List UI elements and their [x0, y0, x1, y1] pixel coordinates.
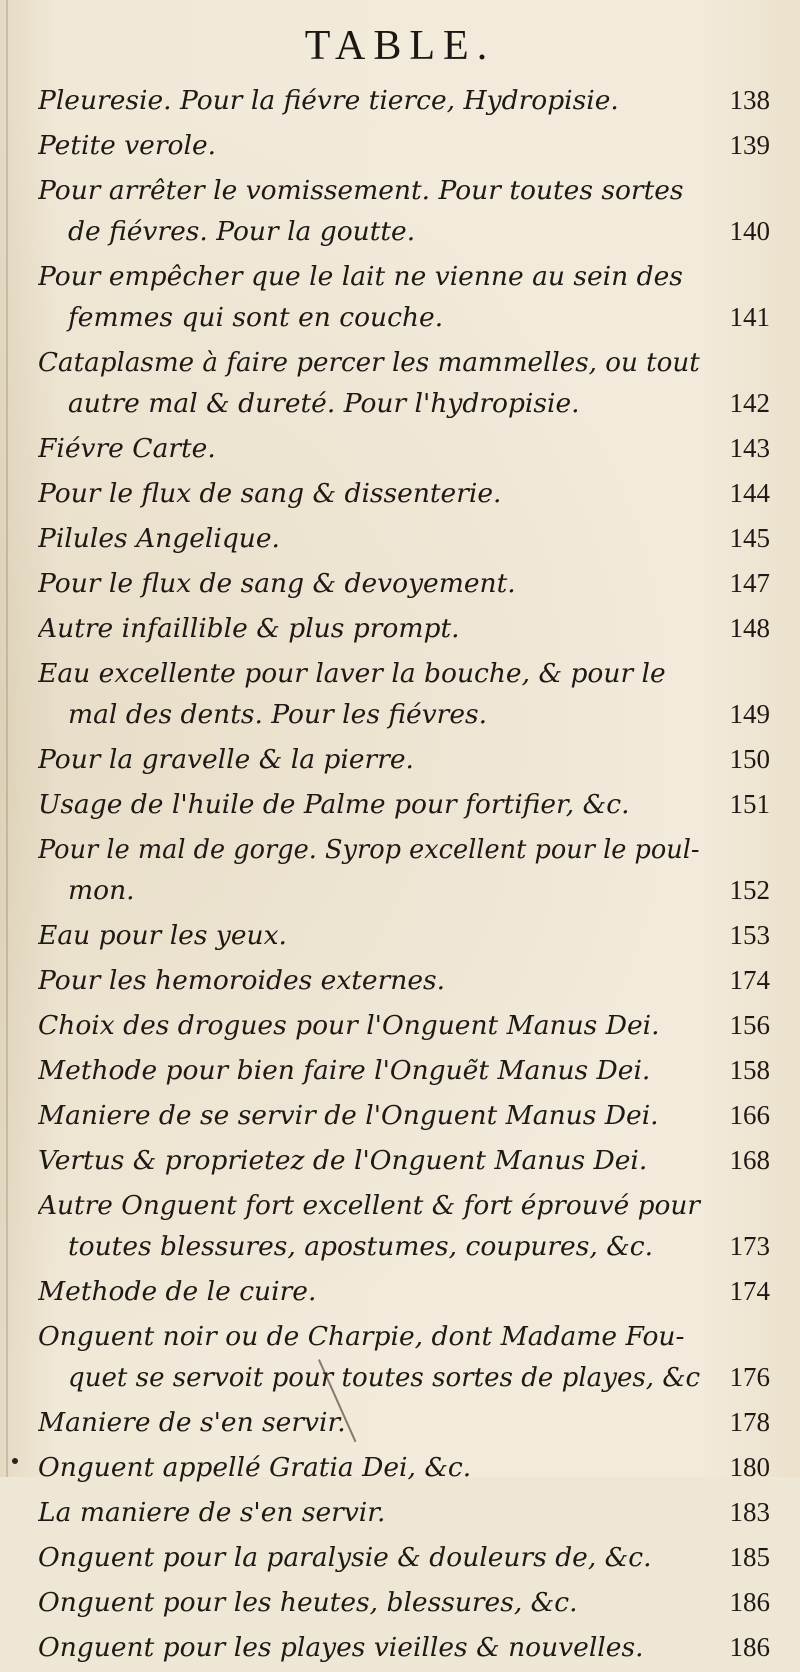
toc-entry-line — [38, 170, 770, 211]
toc-entry-text: autre mal & dureté. Pour l'hydropisie. — [68, 388, 580, 419]
toc-entry-text: La maniere de s'en servir. — [38, 1497, 386, 1528]
toc-entry — [38, 829, 770, 911]
toc-entry-text: Maniere de se servir de l'Onguent Manus Dei. — [38, 1100, 659, 1131]
toc-entry — [38, 125, 770, 166]
toc-page-number: 176 — [729, 1362, 770, 1392]
toc-entry-line — [38, 653, 770, 694]
toc-entry-line — [38, 1095, 770, 1136]
toc-entry-text: Fiévre Carte. — [38, 433, 216, 464]
toc-entry-text: Autre infaillible & plus prompt. — [38, 613, 460, 644]
toc-page-number: 150 — [729, 744, 770, 774]
toc-entry — [38, 1271, 770, 1312]
toc-entry-line — [38, 1271, 770, 1312]
toc-entry-line — [38, 1582, 770, 1623]
toc-entry-line — [38, 1402, 770, 1443]
toc-page-number: 185 — [729, 1542, 770, 1572]
toc-entry — [38, 1492, 770, 1533]
toc-entry-line — [38, 915, 770, 956]
toc-entry-line — [38, 870, 770, 911]
toc-entry — [38, 80, 770, 121]
toc-page-number: 174 — [729, 1276, 770, 1306]
page-fold — [6, 0, 8, 1477]
toc-entry — [38, 473, 770, 514]
toc-page-number: 178 — [729, 1407, 770, 1437]
toc-entry — [38, 915, 770, 956]
toc-entry-text: Onguent noir ou de Charpie, dont Madame Fou- — [38, 1321, 685, 1352]
toc-entry — [38, 1050, 770, 1091]
toc-entry-line — [38, 1492, 770, 1533]
toc-entry-line — [38, 383, 770, 424]
toc-entry-line — [38, 211, 770, 252]
toc-entry — [38, 739, 770, 780]
toc-entry-text: Choix des drogues pour l'Onguent Manus Dei. — [38, 1010, 660, 1041]
toc-entry-line — [38, 518, 770, 559]
toc-entry-text: Methode pour bien faire l'Onguẽt Manus Dei. — [38, 1055, 651, 1086]
toc-entry-line — [38, 1357, 770, 1398]
toc-entry-text: Eau excellente pour laver la bouche, & pour le — [38, 658, 666, 689]
toc-entry-text: Petite verole. — [38, 130, 217, 161]
toc-entry-line — [38, 694, 770, 735]
toc-entry — [38, 1316, 770, 1398]
toc-entry-text: Methode de le cuire. — [38, 1276, 317, 1307]
toc-entry-line — [38, 1185, 770, 1226]
toc-entry-text: Cataplasme à faire percer les mammelles, ou tout — [38, 347, 700, 378]
toc-entry-line — [38, 1537, 770, 1578]
toc-entry-text: de fiévres. Pour la goutte. — [68, 216, 416, 247]
toc-entry-line — [38, 1140, 770, 1181]
toc-entry-text: Eau pour les yeux. — [38, 920, 287, 951]
page-title: TABLE. — [304, 23, 496, 69]
toc-entry-line — [38, 1627, 770, 1668]
toc-page-number: 156 — [729, 1010, 770, 1040]
toc-page-number: 186 — [729, 1587, 770, 1617]
toc-entry-line — [38, 297, 770, 338]
toc-page-number: 158 — [729, 1055, 770, 1085]
toc-page-number: 141 — [729, 302, 770, 332]
toc-entry-text: Onguent appellé Gratia Dei, &c. — [38, 1452, 472, 1483]
toc-entry — [38, 1582, 770, 1623]
toc-entry-text: Pour la gravelle & la pierre. — [38, 744, 414, 775]
toc-entry-text: femmes qui sont en couche. — [68, 302, 444, 333]
toc-entry-line — [38, 1316, 770, 1357]
toc-entry — [38, 1140, 770, 1181]
toc-entry-line — [38, 473, 770, 514]
toc-page-number: 145 — [729, 523, 770, 553]
ink-spot — [12, 1458, 18, 1464]
toc-page-number: 144 — [729, 478, 770, 508]
toc-page-number: 142 — [729, 388, 770, 418]
toc-page-number: 138 — [729, 85, 770, 115]
toc-page-number: 166 — [729, 1100, 770, 1130]
toc-entry — [38, 608, 770, 649]
toc-entry-text: Vertus & proprietez de l'Onguent Manus Dei. — [38, 1145, 648, 1176]
toc-entry-text: Pour les hemoroides externes. — [38, 965, 446, 996]
toc-entry — [38, 1095, 770, 1136]
toc-entry-text: mal des dents. Pour les fiévres. — [68, 699, 488, 730]
toc-entry-line — [38, 1447, 770, 1488]
toc-entry — [38, 518, 770, 559]
toc-entry — [38, 653, 770, 735]
toc-entry-text: mon. — [68, 875, 135, 906]
toc-page-number: 174 — [729, 965, 770, 995]
toc-entry-text: Autre Onguent fort excellent & fort éprouvé pour — [38, 1190, 700, 1221]
toc-entry-line — [38, 829, 770, 870]
toc-entry-line — [38, 428, 770, 469]
table-of-contents — [38, 80, 770, 1672]
toc-entry-line — [38, 256, 770, 297]
toc-entry — [38, 170, 770, 252]
toc-page-number: 153 — [729, 920, 770, 950]
toc-entry — [38, 428, 770, 469]
toc-entry-text: Onguent pour la paralysie & douleurs de, &c. — [38, 1542, 652, 1573]
toc-page-number: 180 — [729, 1452, 770, 1482]
toc-page-number: 152 — [729, 875, 770, 905]
toc-entry-text: Usage de l'huile de Palme pour fortifier, &c. — [38, 789, 630, 820]
toc-page-number: 147 — [729, 568, 770, 598]
toc-entry-text: Pilules Angelique. — [38, 523, 280, 554]
toc-entry-line — [38, 1050, 770, 1091]
toc-entry-text: Onguent pour les playes vieilles & nouvelles. — [38, 1632, 644, 1663]
toc-entry-line — [38, 125, 770, 166]
toc-entry — [38, 256, 770, 338]
toc-entry-text: Pour le flux de sang & dissenterie. — [38, 478, 502, 509]
toc-entry — [38, 1402, 770, 1443]
toc-entry-text: Pour le flux de sang & devoyement. — [38, 568, 516, 599]
toc-page-number: 140 — [729, 216, 770, 246]
toc-page-number: 183 — [729, 1497, 770, 1527]
toc-page-number: 143 — [729, 433, 770, 463]
toc-entry-line — [38, 80, 770, 121]
toc-entry — [38, 1627, 770, 1668]
toc-entry-line — [38, 563, 770, 604]
toc-page-number: 139 — [729, 130, 770, 160]
toc-entry — [38, 1185, 770, 1267]
toc-entry-text: Pour empêcher que le lait ne vienne au sein des — [38, 261, 683, 292]
toc-entry-line — [38, 608, 770, 649]
toc-entry — [38, 784, 770, 825]
toc-entry — [38, 563, 770, 604]
toc-entry — [38, 960, 770, 1001]
toc-entry-text: Pour arrêter le vomissement. Pour toutes sortes — [38, 175, 684, 206]
toc-entry-text: Pleuresie. Pour la fiévre tierce, Hydropisie. — [38, 85, 619, 116]
toc-page-number: 168 — [729, 1145, 770, 1175]
toc-entry-text: toutes blessures, apostumes, coupures, &c. — [68, 1231, 654, 1262]
toc-entry-line — [38, 1226, 770, 1267]
toc-entry-text: quet se servoit pour toutes sortes de playes, &c — [68, 1362, 701, 1393]
toc-page-number: 151 — [729, 789, 770, 819]
toc-entry — [38, 342, 770, 424]
toc-entry-text: Onguent pour les heutes, blessures, &c. — [38, 1587, 578, 1618]
toc-entry-line — [38, 739, 770, 780]
toc-entry-text: Maniere de s'en servir. — [38, 1407, 346, 1438]
toc-entry-line — [38, 960, 770, 1001]
toc-entry-line — [38, 784, 770, 825]
toc-page-number: 148 — [729, 613, 770, 643]
toc-entry — [38, 1005, 770, 1046]
toc-entry-line — [38, 1005, 770, 1046]
toc-page-number: 149 — [729, 699, 770, 729]
toc-entry — [38, 1447, 770, 1488]
toc-page-number: 186 — [729, 1632, 770, 1662]
toc-entry-line — [38, 342, 770, 383]
toc-entry — [38, 1537, 770, 1578]
toc-entry-text: Pour le mal de gorge. Syrop excellent pour le poul- — [38, 834, 700, 865]
toc-page-number: 173 — [729, 1231, 770, 1261]
